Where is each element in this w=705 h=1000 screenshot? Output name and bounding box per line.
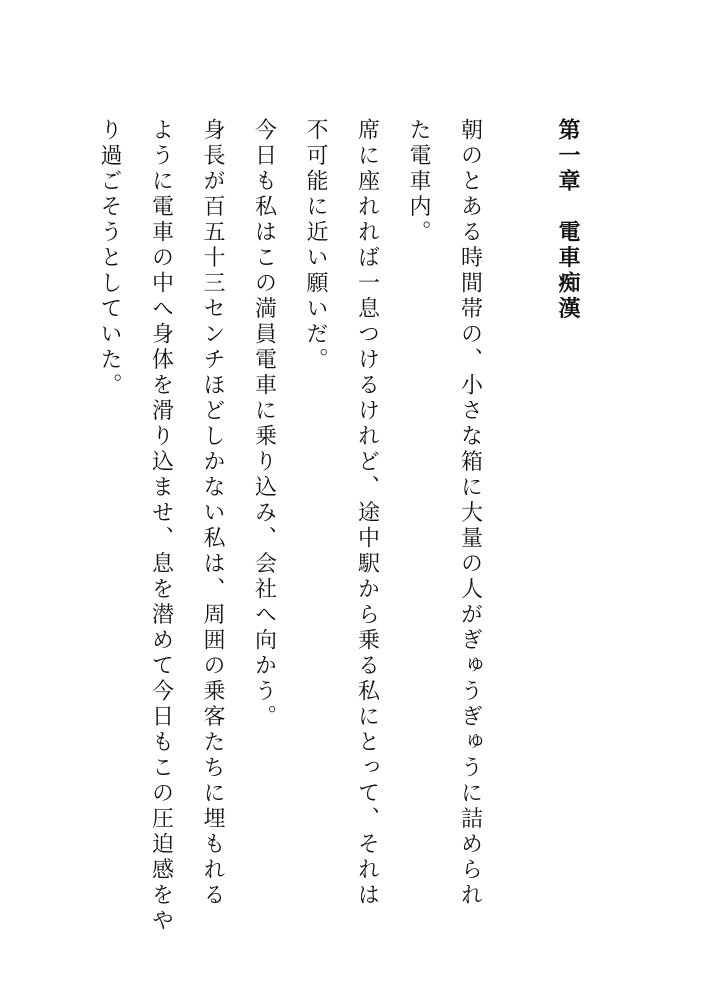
body-line: た電車内。 [406,118,431,246]
body-line: 身長が百五十三センチほどしかない私は、周囲の乗客たちに埋もれる [200,118,225,909]
vertical-text-body [84,118,594,934]
body-line: 朝のとある時間帯の、小さな箱に大量の人がぎゅうぎゅうに詰められ [457,118,483,909]
body-line: 不可能に近い願いだ。 [303,118,328,373]
body-line: ように電車の中へ身体を滑り込ませ、息を潜めて今日もこの圧迫感をや [148,118,174,934]
chapter-title: 第一章 電車痴漢 [555,118,580,322]
body-line: 今日も私はこの満員電車に乗り込み、会社へ向かう。 [251,118,277,730]
body-line: 席に座れれば一息つけるけれど、途中駅から乗る私にとって、それは [354,118,380,909]
body-line: り過ごそうとしていた。 [97,118,122,399]
